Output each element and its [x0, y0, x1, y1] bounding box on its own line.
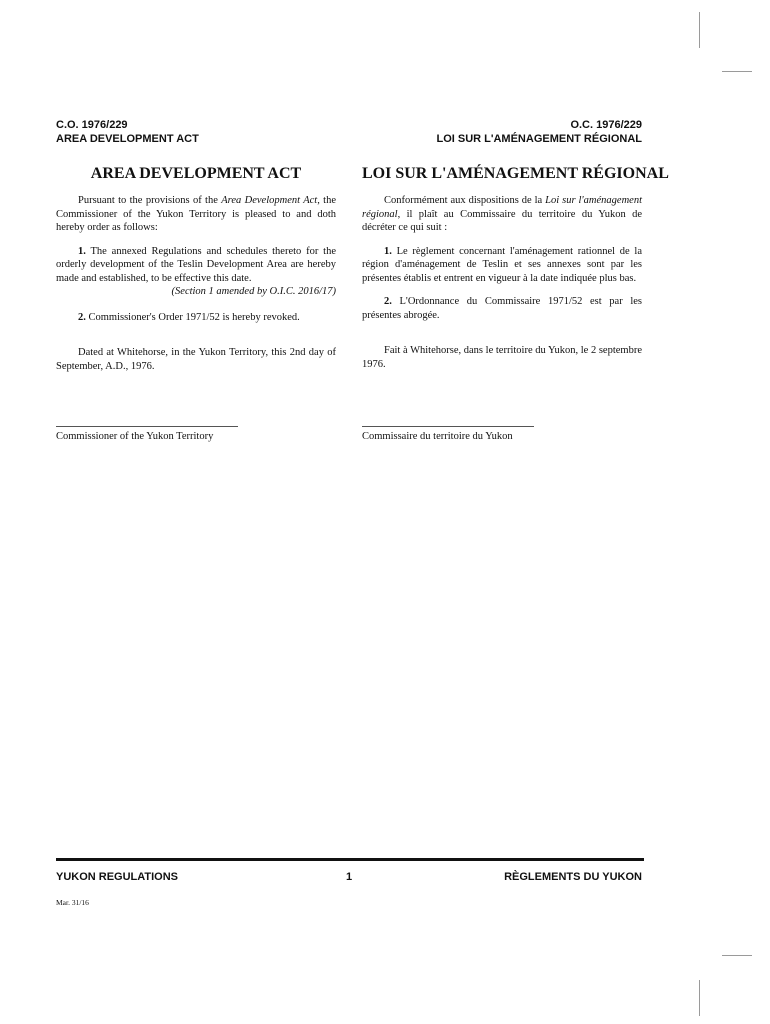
amendment-note: (Section 1 amended by O.I.C. 2016/17) — [171, 286, 336, 297]
english-intro: Pursuant to the provisions of the Area Development Act, the Commissioner of the Yukon Territory is pleased to and doth hereby order as follows: — [56, 195, 337, 233]
footer-right: RÈGLEMENTS DU YUKON — [504, 871, 642, 883]
footer-left: YUKON REGULATIONS — [56, 871, 179, 883]
header-act-name: AREA DEVELOPMENT ACT — [56, 133, 199, 145]
act-name-italic-fr: Loi sur l'aménagement régional — [362, 195, 642, 220]
english-section-2: 2. Commissioner's Order 1971/52 is hereby revoked. — [78, 311, 300, 323]
section-number: 1. — [78, 245, 86, 257]
english-signature-block — [56, 426, 238, 444]
french-signature-block — [362, 426, 534, 444]
english-dated: Dated at Whitehorse, in the Yukon Territory, this 2nd day of September, A.D., 1976. — [56, 347, 336, 372]
header-order-code: C.O. 1976/229 — [56, 119, 128, 131]
crop-mark-bottom-right — [722, 955, 752, 956]
french-dated: Fait à Whitehorse, dans le territoire du Yukon, le 2 septembre 1976. — [362, 345, 642, 370]
english-title: AREA DEVELOPMENT ACT — [90, 165, 302, 182]
french-section-1: 1. Le règlement concernant l'aménagement rationnel de la région d'aménagement de Teslin et ses annexes sont par les présentes établis et entrent en vigueur à la date indiquée plus bas. — [362, 245, 642, 284]
crop-mark-top-right — [722, 71, 752, 72]
running-header-french — [436, 118, 642, 146]
footer-rule — [56, 858, 644, 861]
page-number: 1 — [346, 871, 353, 883]
section-number: 2. — [78, 311, 86, 323]
english-section-1: 1. The annexed Regulations and schedules thereto for the orderly development of the Teslin Development Area are hereby made and established, to be effective this date. (Section 1 amended by O.I.C. 2016/17) — [56, 245, 336, 297]
crop-mark-top — [699, 12, 700, 48]
french-column — [362, 164, 669, 381]
french-section-2: 2. L'Ordonnance du Commissaire 1971/52 est par les présentes abrogée. — [362, 296, 642, 321]
crop-mark-bottom — [699, 980, 700, 1016]
english-column — [56, 164, 336, 383]
section-number-fr: 1. — [384, 245, 392, 257]
header-act-name-fr: LOI SUR L'AMÉNAGEMENT RÉGIONAL — [436, 133, 642, 145]
english-signature: Commissioner of the Yukon Territory — [56, 431, 214, 442]
act-name-italic: Area Development Act — [221, 195, 318, 206]
french-intro: Conformément aux dispositions de la Loi sur l'aménagement régional, il plaît au Commissaire du territoire du Yukon de décréter ce qui suit : — [362, 195, 642, 233]
section-number-fr: 2. — [384, 296, 392, 307]
revision-date: Mar. 31/16 — [56, 898, 89, 907]
french-title: LOI SUR L'AMÉNAGEMENT RÉGIONAL — [362, 165, 669, 182]
signature-line-fr — [362, 426, 534, 427]
french-signature: Commissaire du territoire du Yukon — [362, 431, 513, 442]
signature-line — [56, 426, 238, 427]
header-order-code-fr: O.C. 1976/229 — [570, 119, 642, 131]
running-header-english — [56, 118, 199, 146]
